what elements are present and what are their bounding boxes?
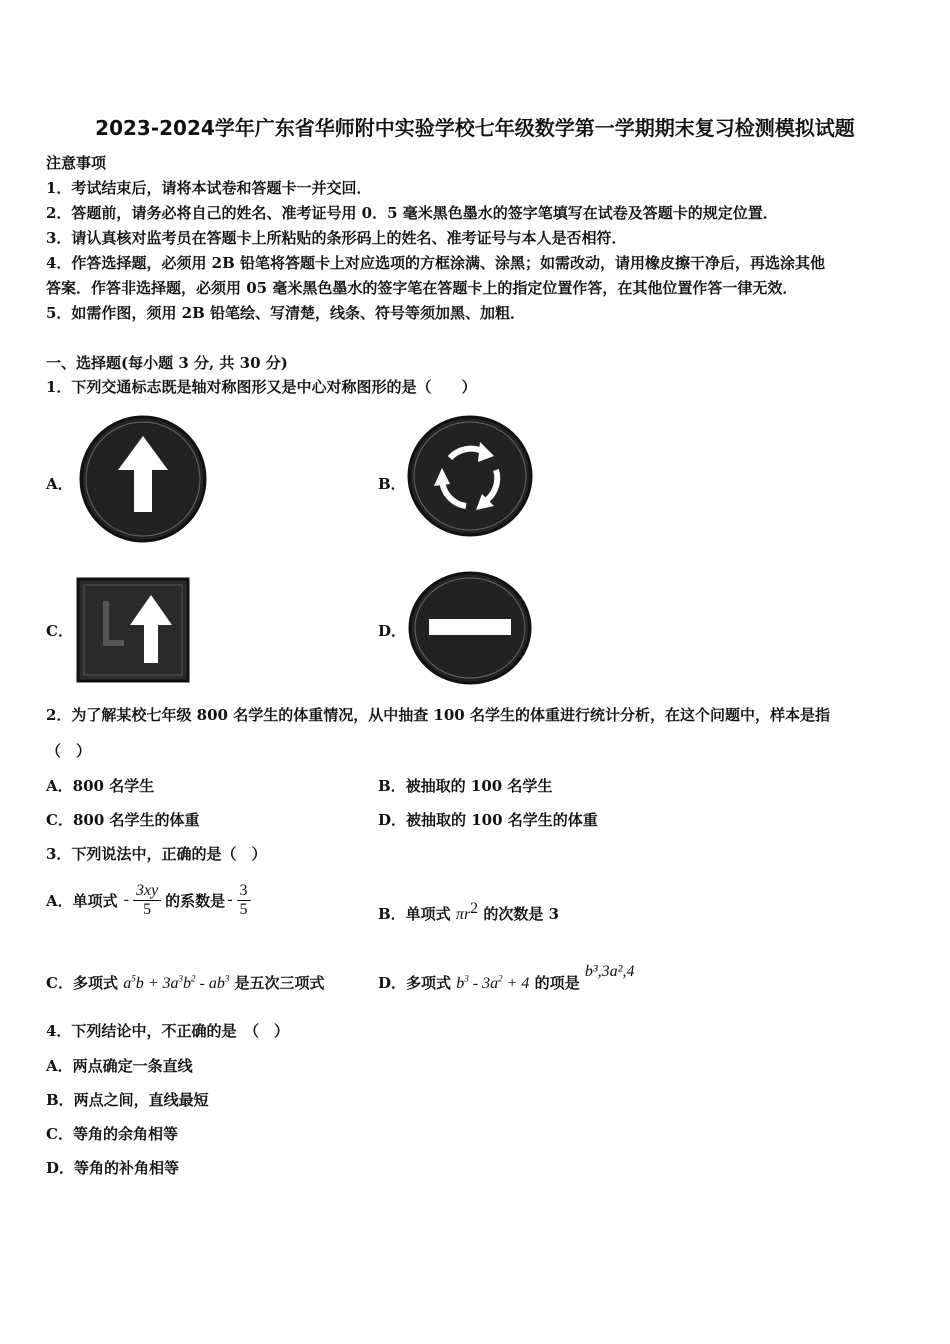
option-b-suffix: 的次数是 3 xyxy=(483,905,560,923)
fraction xyxy=(133,882,161,919)
question-1-stem: 1．下列交通标志既是轴对称图形又是中心对称图形的是（ ） xyxy=(46,378,477,396)
option-b xyxy=(378,900,559,924)
polynomial-expression: $a^5b + 3a^3b^2 - ab^3$ xyxy=(123,973,230,992)
section-heading: 一、选择题(每小题 3 分, 共 30 分) xyxy=(46,354,288,372)
notice-item: 答案．作答非选择题，必须用 05 毫米黑色墨水的签字笔在答题卡上的指定位置作答，在其他位置作答一律无效． xyxy=(46,279,798,297)
option-c-suffix: 是五次三项式 xyxy=(234,974,325,992)
page-title: 2023-2024学年广东省华师附中实验学校七年级数学第一学期期末复习检测模拟试题 xyxy=(95,116,855,140)
option-a: A．两点确定一条直线 xyxy=(46,1057,193,1075)
minus-sign: - xyxy=(123,891,129,908)
fraction xyxy=(237,882,251,919)
option-d-prefix: D．多项式 xyxy=(378,974,452,992)
terms-expression: b³,3a²,4 xyxy=(584,963,635,980)
question-3-stem: 3．下列说法中，正确的是（ ） xyxy=(46,845,267,863)
option-c xyxy=(46,972,325,993)
option-a-mid: 的系数是 xyxy=(165,891,226,910)
polynomial-expression: $b^3 - 3a^2 + 4$ xyxy=(456,973,530,992)
option-c-prefix: C．多项式 xyxy=(46,974,118,992)
option-d-label: D． xyxy=(378,622,407,640)
math-expression: πr xyxy=(455,906,471,923)
fraction-denominator: 5 xyxy=(143,900,152,918)
question-2-stem: 2．为了解某校七年级 800 名学生的体重情况，从中抽查 100 名学生的体重进行统计分析，在这个问题中，样本是指 xyxy=(46,706,830,724)
option-b: B．被抽取的 100 名学生 xyxy=(378,777,553,795)
notice-item: 4．作答选择题，必须用 2B 铅笔将答题卡上对应选项的方框涂满、涂黑；如需改动，请用橡皮擦干净后，再选涂其他 xyxy=(46,254,826,272)
option-a: A．800 名学生 xyxy=(46,777,155,795)
option-d-mid: 的项是 xyxy=(534,974,580,992)
no-entry-sign-icon xyxy=(407,570,533,686)
option-a-label: A． xyxy=(46,475,73,493)
option-d: D．等角的补角相等 xyxy=(46,1159,180,1177)
option-d: D．被抽取的 100 名学生的体重 xyxy=(378,811,598,829)
option-b-label: B． xyxy=(378,475,406,493)
roundabout-sign-icon xyxy=(406,414,534,538)
fraction-numerator: 3 xyxy=(237,882,251,901)
question-4-stem: 4．下列结论中，不正确的是 （ ） xyxy=(46,1022,289,1040)
notice-item: 1．考试结束后，请将本试卷和答题卡一并交回． xyxy=(46,179,372,197)
question-2-paren: （ ） xyxy=(46,742,92,760)
option-a-prefix: A．单项式 xyxy=(46,891,118,910)
option-b: B．两点之间，直线最短 xyxy=(46,1091,209,1109)
option-c: C．等角的余角相等 xyxy=(46,1125,178,1143)
option-d xyxy=(378,963,635,993)
option-b-prefix: B．单项式 xyxy=(378,905,451,923)
notice-item: 5．如需作图，须用 2B 铅笔绘、写清楚，线条、符号等须加黑、加粗． xyxy=(46,304,525,322)
square-up-arrow-sign-icon xyxy=(76,577,190,683)
option-c: C．800 名学生的体重 xyxy=(46,811,200,829)
option-c-label: C． xyxy=(46,622,73,640)
up-arrow-sign-icon xyxy=(78,414,208,544)
notice-heading: 注意事项 xyxy=(46,154,107,172)
fraction-denominator: 5 xyxy=(239,900,248,918)
option-a xyxy=(46,876,255,924)
minus-sign: - xyxy=(227,891,233,908)
fraction-numerator: 3xy xyxy=(133,882,161,901)
notice-item: 2．答题前，请务必将自己的姓名、准考证号用 0．5 毫米黑色墨水的签字笔填写在试卷及答题卡的规定位置． xyxy=(46,204,778,222)
math-exponent: 2 xyxy=(470,900,479,917)
notice-item: 3．请认真核对监考员在答题卡上所粘贴的条形码上的姓名、准考证号与本人是否相符． xyxy=(46,229,627,247)
